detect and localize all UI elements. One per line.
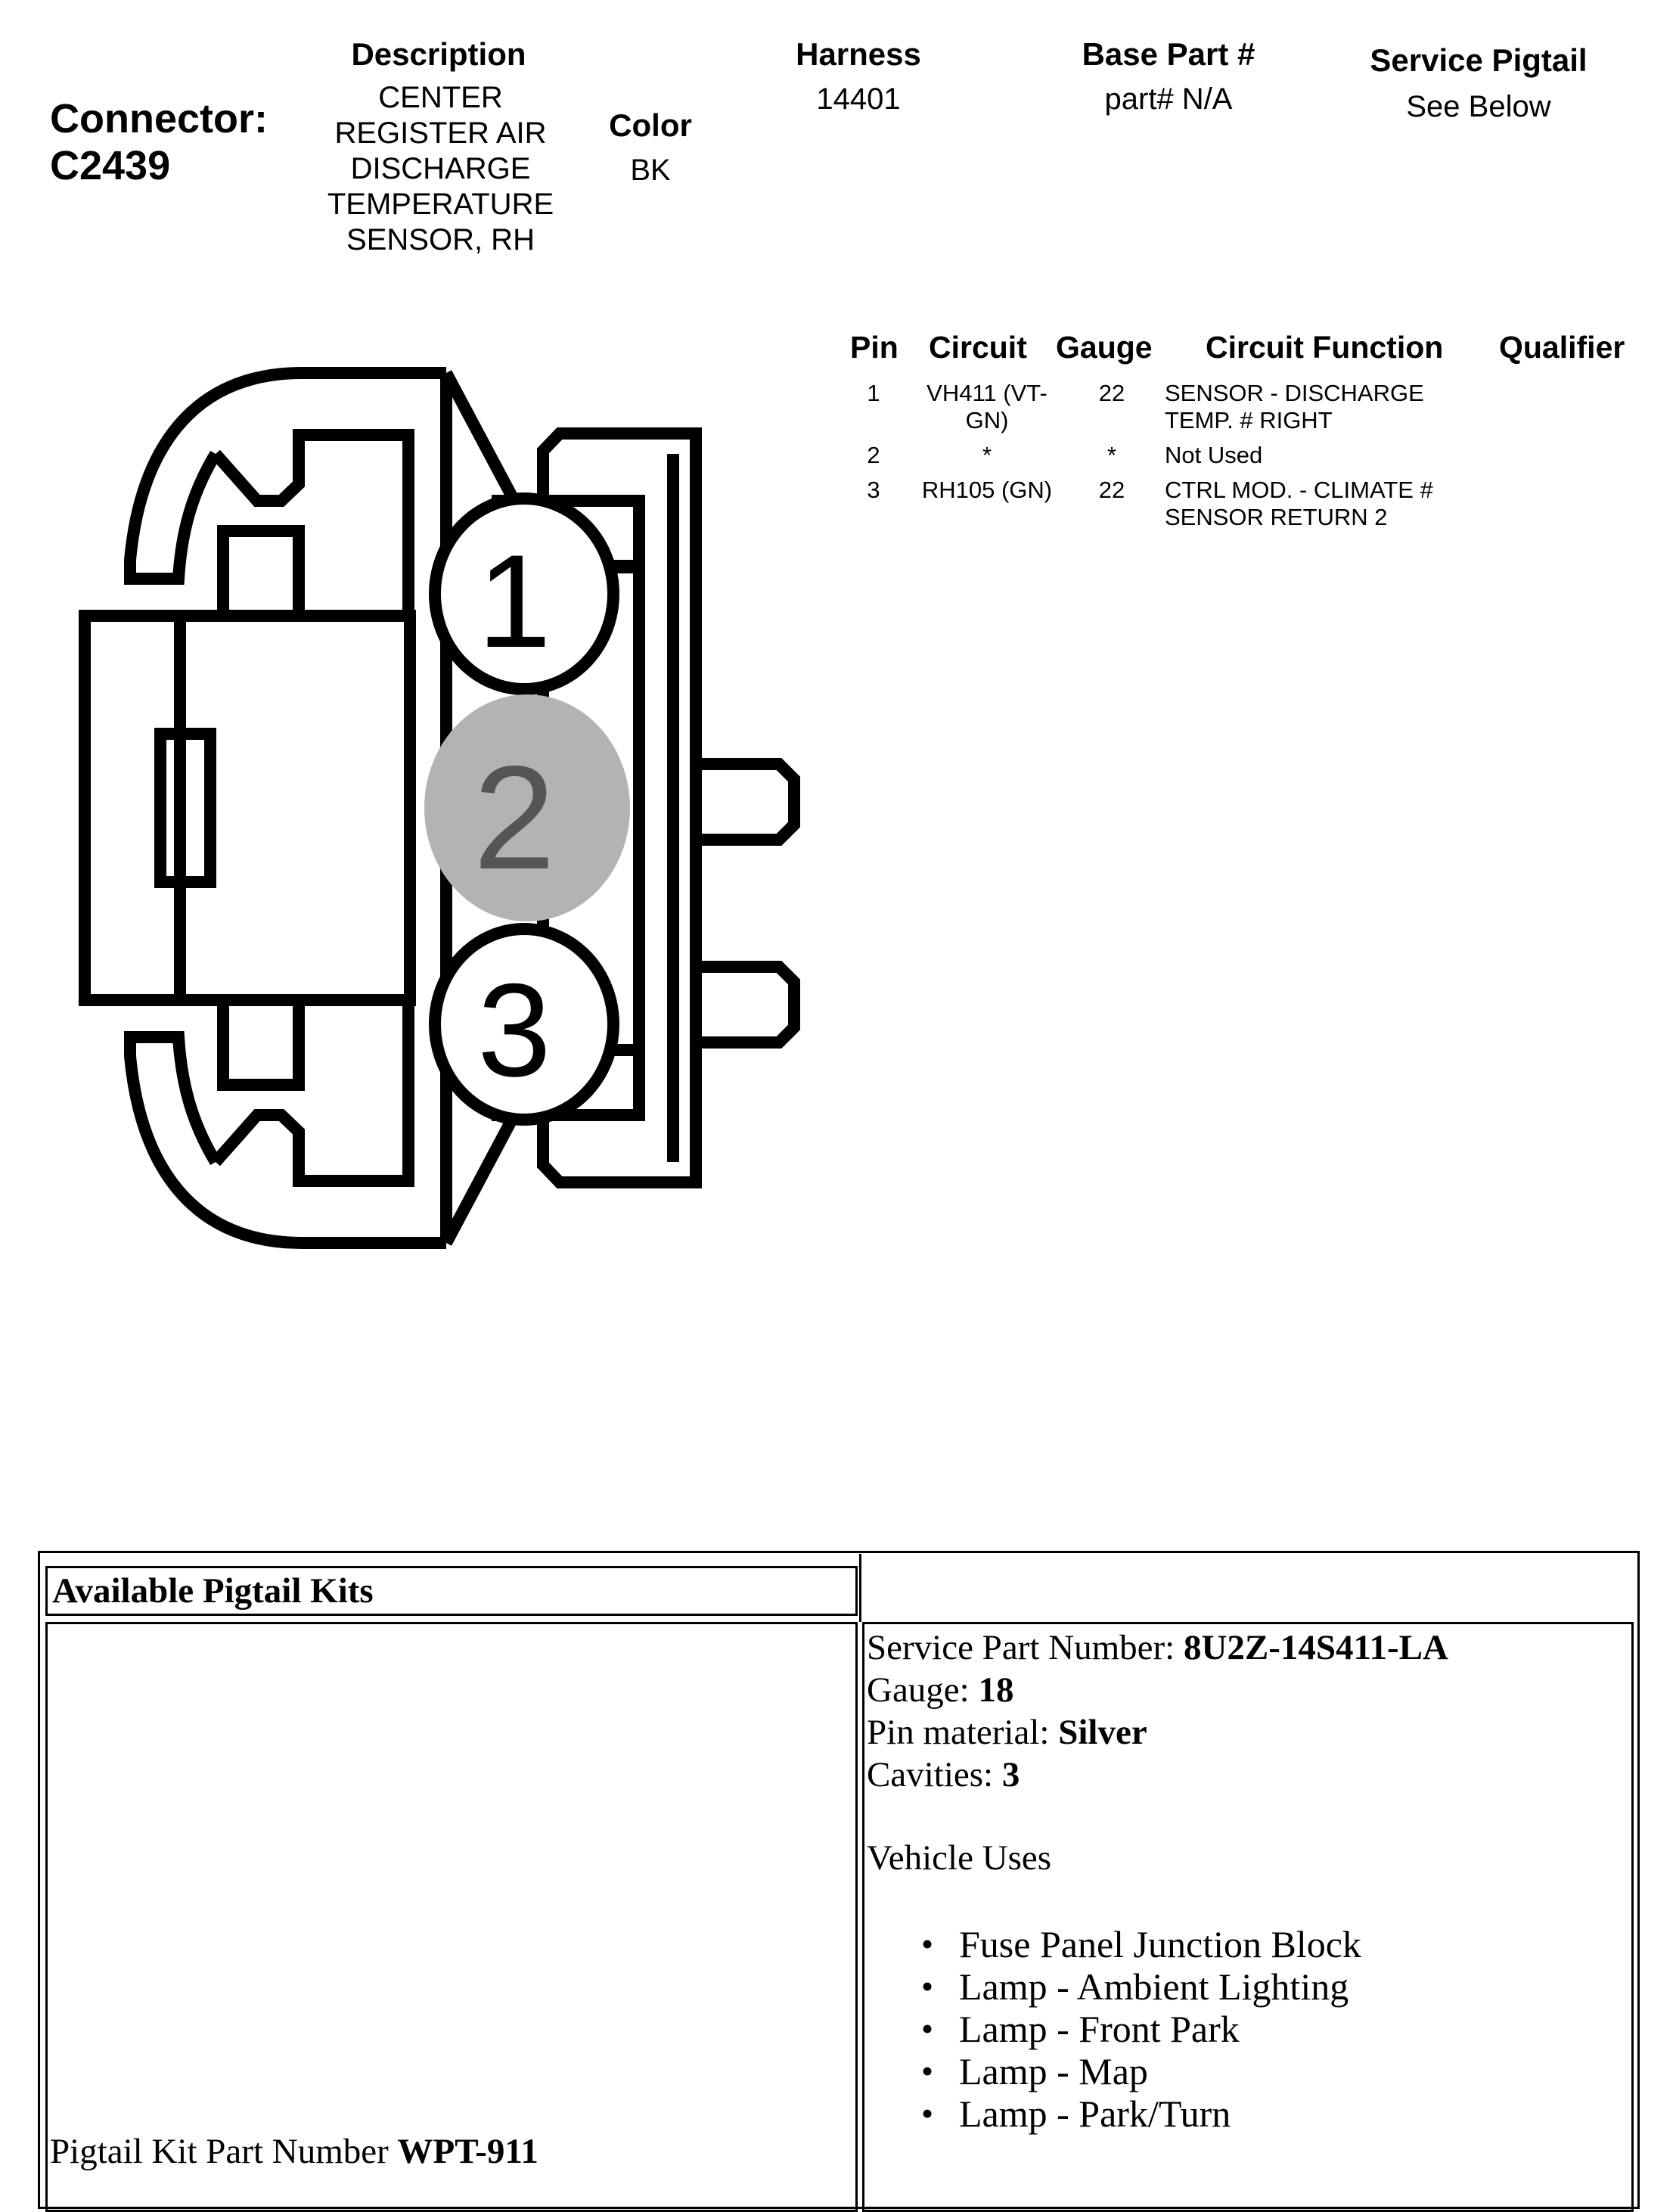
pin-2-cavity (424, 694, 630, 921)
pin-3-label: 3 (477, 957, 551, 1104)
connector-top-latch (130, 373, 446, 579)
pin-1-cavity (435, 499, 613, 689)
service-part-value: 8U2Z-14S411-LA (1183, 1628, 1448, 1667)
pin-material-line (867, 1711, 1448, 1754)
row-2-gauge: * (1106, 442, 1117, 468)
connector-label (50, 95, 268, 189)
service-pigtail-value: See Below (1406, 90, 1551, 123)
kit-part-value: WPT-911 (397, 2132, 538, 2171)
connector-bottom-latch (130, 1037, 446, 1243)
pigtail-kit-part-number (50, 2130, 538, 2173)
function-header: Circuit Function (1206, 330, 1444, 365)
base-part-header: Base Part # (1082, 36, 1255, 72)
vehicle-use-item: • Lamp - Map (915, 2050, 1361, 2092)
description-header: Description (351, 36, 526, 72)
circuit-header: Circuit (929, 330, 1027, 365)
pigtail-divider (859, 1554, 861, 1622)
vehicle-use-item: • Lamp - Ambient Lighting (915, 1965, 1361, 2008)
kit-part-label: Pigtail Kit Part Number (50, 2132, 389, 2171)
row-2-function: Not Used (1165, 442, 1263, 468)
qualifier-header: Qualifier (1499, 330, 1625, 365)
pin-table (840, 330, 1671, 557)
cavities-value: 3 (1001, 1755, 1020, 1794)
row-2-circuit: * (982, 442, 992, 468)
service-part-label: Service Part Number: (867, 1628, 1175, 1667)
pigtail-specs (867, 1626, 1448, 1796)
row-3-pin: 3 (867, 477, 880, 503)
color-header: Color (609, 107, 692, 143)
row-3-function (1165, 477, 1482, 531)
pin-1-label: 1 (477, 528, 551, 676)
gauge-label: Gauge: (867, 1670, 970, 1710)
gauge-line (867, 1669, 1448, 1711)
color-value: BK (630, 154, 671, 187)
vehicle-use-item: • Lamp - Front Park (915, 2008, 1361, 2050)
row-3-gauge: 22 (1098, 477, 1125, 503)
row-1-function (1165, 380, 1482, 434)
service-pigtail-header: Service Pigtail (1370, 42, 1588, 78)
connector-bottom-post (223, 1000, 299, 1085)
connector-right-bump-bottom (696, 967, 794, 1042)
pigtail-kits-title: Available Pigtail Kits (45, 1566, 858, 1616)
connector-body (85, 616, 410, 1000)
pin-material-value: Silver (1058, 1713, 1147, 1752)
vehicle-uses-title: Vehicle Uses (867, 1838, 1052, 1878)
row-2-pin: 2 (867, 442, 880, 468)
description-line: DISCHARGE (350, 152, 531, 185)
connector-diagram (0, 303, 832, 1271)
pin-2-label: 2 (473, 735, 556, 900)
row-1-circuit-line: VH411 (VT- (926, 380, 1048, 406)
connector-bottom-latch-inner (216, 1086, 408, 1181)
row-1-circuit-line: GN) (965, 407, 1009, 433)
connector-right-bump-top (696, 764, 794, 840)
description-line: TEMPERATURE (327, 188, 554, 221)
pigtail-image-box (45, 1622, 858, 2212)
description-value (306, 80, 575, 258)
gauge-value: 18 (978, 1670, 1014, 1710)
row-1-circuit (908, 380, 1066, 434)
base-part-value: part# N/A (1104, 82, 1233, 116)
description-line: CENTER (378, 81, 503, 114)
row-3-circuit: RH105 (GN) (921, 477, 1053, 503)
harness-header: Harness (796, 36, 921, 72)
description-line: SENSOR, RH (346, 223, 535, 256)
gauge-header: Gauge (1056, 330, 1153, 365)
cavities-line (867, 1754, 1448, 1796)
pin-header: Pin (850, 330, 899, 365)
connector-top-latch-inner (216, 435, 408, 530)
row-1-gauge: 22 (1098, 380, 1125, 406)
service-part-line (867, 1626, 1448, 1669)
vehicle-uses-list (915, 1923, 1361, 2135)
row-1-pin: 1 (867, 380, 880, 406)
row-1-function-line: TEMP. # RIGHT (1165, 407, 1333, 433)
vehicle-use-item: • Fuse Panel Junction Block (915, 1923, 1361, 1965)
cavities-label: Cavities: (867, 1755, 994, 1794)
row-3-function-line: CTRL MOD. - CLIMATE # (1165, 477, 1433, 503)
row-3-function-line: SENSOR RETURN 2 (1165, 504, 1388, 530)
harness-value: 14401 (816, 82, 901, 116)
connector-top-post (223, 531, 299, 616)
connector-caption: Connector: (50, 96, 268, 141)
description-line: REGISTER AIR (334, 117, 547, 150)
row-1-function-line: SENSOR - DISCHARGE (1165, 380, 1424, 406)
vehicle-use-item: • Lamp - Park/Turn (915, 2092, 1361, 2135)
connector-id: C2439 (50, 143, 171, 188)
pin-material-label: Pin material: (867, 1713, 1050, 1752)
pin-3-cavity (435, 929, 613, 1120)
